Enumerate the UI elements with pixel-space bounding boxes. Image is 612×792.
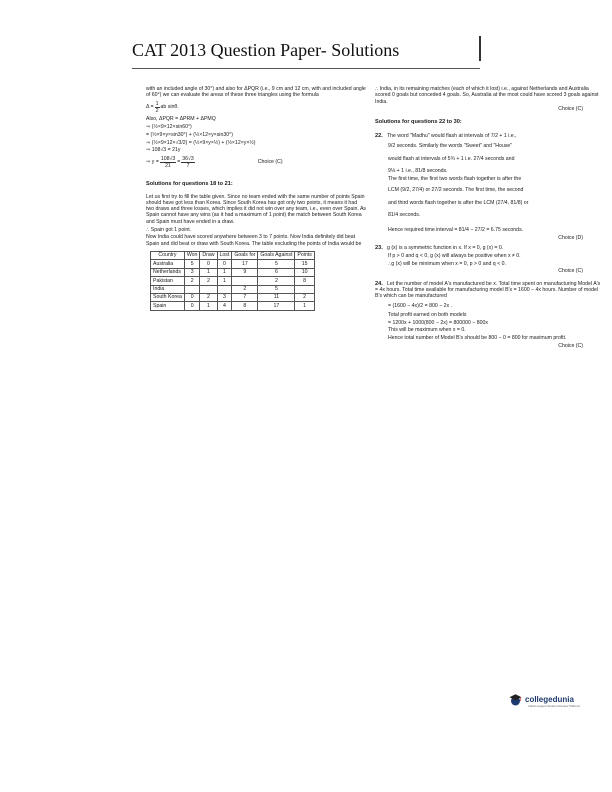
table-cell: 1 (200, 268, 217, 276)
formula-frac (155, 101, 160, 115)
equation-5 (146, 156, 366, 170)
q24-choice: Choice (C) (558, 343, 583, 350)
table-cell: 17 (232, 260, 258, 268)
table-row (151, 285, 315, 293)
table-header-cell: Points (295, 251, 314, 259)
q22-line-d: 9⅛ + 1 i.e., 81/8 seconds. (388, 167, 448, 174)
q24-line-c: Total profit earned on both models (388, 311, 467, 318)
table-cell: 2 (200, 293, 217, 301)
eq5-equals: = (177, 159, 181, 166)
table-cell: 4 (217, 302, 232, 310)
table-cell: 1 (200, 302, 217, 310)
q24-line-e: This will be maximum when x = 0. (388, 327, 466, 334)
q22-line-c: would flash at intervals of 5¾ + 1 i.e. 27/4 seconds and (388, 155, 515, 162)
table-cell: 0 (217, 260, 232, 268)
q22-number: 22. (375, 132, 383, 139)
q24-number: 24. (375, 280, 383, 287)
q23-choice: Choice (C) (558, 268, 583, 275)
table-cell: Spain (151, 302, 185, 310)
table-cell (184, 285, 200, 293)
solutions-22-30-heading: Solutions for questions 22 to 30: (375, 118, 462, 125)
eq5-frac-1 (160, 156, 176, 170)
spain-point-line: ∴ Spain got 1 point. (146, 226, 192, 233)
table-cell: South Korea (151, 293, 185, 301)
area-formula (146, 101, 366, 115)
india-paragraph: Now India could have scored anywhere between 3 to 7 points. Now India definitely did beat Spain and did beat or draw with South Korea. The table excluding the points of India would be (146, 234, 362, 247)
page-title: CAT 2013 Question Paper- Solutions (132, 40, 400, 60)
table-cell (295, 285, 314, 293)
eq5-num-1: 108√3 (160, 155, 176, 162)
q24-line-f: Hence total number of Model B's should be 800 − 0 = 800 for maximum profit. (388, 335, 567, 342)
table-cell: 2 (295, 293, 314, 301)
table-header-cell: Won (184, 251, 200, 259)
table-cell: 5 (258, 285, 295, 293)
q22-line-a (375, 133, 601, 139)
right-column (375, 86, 601, 351)
q23-number: 23. (375, 244, 383, 251)
q22-line-i: Hence required time interval = 81/4 − 27/2 = 6.75 seconds. (388, 226, 524, 233)
table-cell: 5 (184, 260, 200, 268)
solution-paragraph: Let us first try to fill the table given. Since no team ended with the same number of points Spain should have got less than Korea. Since South Korea has got only two points, it means it had two draws and three losses, which implies it did not win over any team, i.e., even over Spain. As Spain cannot have any wins (as it had a maximum of 1 point) the match between South Korea and Spain must have ended in a draw. (146, 193, 366, 225)
q24-line-d: = 1200x + 1000(800 − 2x) = 800000 − 800x (388, 319, 488, 326)
eq5-num-2: 36√3 (182, 155, 194, 162)
formula-den: 2 (155, 107, 159, 114)
page-header (0, 0, 612, 72)
table-cell: 3 (217, 293, 232, 301)
left-column (146, 86, 366, 311)
table-cell: Australia (151, 260, 185, 268)
table-cell (217, 285, 232, 293)
right-intro: ∴ India, in its remaining matches (each of which it lost) i.e., against Netherlands and Australia scored 0 goals but conceded 4 goals. So, Australia at the most could have scored 3 goals against India. (375, 86, 599, 105)
table-body (151, 260, 315, 310)
table-header-row (151, 251, 315, 259)
q22-line-b: 9/2 seconds. Similarly the words "Sweet" and "House" (388, 143, 513, 150)
table-cell: 2 (232, 285, 258, 293)
eq5-prefix: ⇒ y = (146, 159, 159, 166)
q24-line-a (375, 281, 601, 300)
table-header-cell: Country (151, 251, 185, 259)
table-header-cell: Goals Against (258, 251, 295, 259)
table-cell: 17 (258, 302, 295, 310)
table-header-cell: Goals for (232, 251, 258, 259)
eq5-den-2: 7 (186, 162, 190, 169)
table-cell: India (151, 285, 185, 293)
table-cell: 0 (200, 260, 217, 268)
formula-num: 1 (155, 100, 159, 107)
q23-line-b: If p > 0 and q < 0, g (x) will always be positive when x ≠ 0. (388, 252, 521, 259)
table-cell: 0 (184, 293, 200, 301)
solutions-18-21-heading: Solutions for questions 18 to 21: (146, 181, 233, 188)
q24-line-b: = (1600 − 4x)/2 = 800 − 2x . (388, 302, 453, 309)
table-cell: 1 (295, 302, 314, 310)
results-table (150, 251, 315, 311)
table-cell: Pakistan (151, 277, 185, 285)
table-cell: 15 (295, 260, 314, 268)
q22-line-h: 81/4 seconds. (388, 211, 421, 218)
table-row (151, 268, 315, 276)
logo-subtitle: India's largest Student Review Platform (528, 704, 581, 708)
formula-delta: Δ = (146, 104, 154, 111)
also-line: Also, ΔPQR = ΔPRM + ΔPMQ (146, 116, 216, 123)
table-cell (232, 277, 258, 285)
equation-1: ⇒ (½×9×12×sin60°) (146, 123, 192, 130)
q22-line-f: LCM (9/2, 27/4) or 27/2 seconds. The first time, the second (388, 186, 524, 193)
table-cell: 11 (258, 293, 295, 301)
left-intro: with an included angle of 30°) and also for ΔPQR (i.e., 9 cm and 12 cm, with and included angle of 60°) we can evaluate the areas of these three triangles using the formula (146, 86, 366, 99)
eq5-frac-2 (181, 156, 195, 170)
table-cell: 1 (217, 268, 232, 276)
table-row (151, 260, 315, 268)
table-header-cell: Lost (217, 251, 232, 259)
q22-line-e: The first time, the first two words flash together is after the (388, 175, 522, 182)
equation-3: ⇒ (½×9×12×√3/2) = (½×9×y×½) + (½×12×y×½) (146, 139, 256, 146)
table-cell: 10 (295, 268, 314, 276)
table-cell: Netherlands (151, 268, 185, 276)
table-row (151, 277, 315, 285)
graduation-cap-icon (508, 692, 523, 707)
table-cell: 9 (232, 268, 258, 276)
eq5-choice: Choice (C) (257, 159, 283, 166)
table-header-cell: Draw (200, 251, 217, 259)
table-cell: 6 (258, 268, 295, 276)
q22-a-text: The word "Madhu" would flash at intervals of 7/2 + 1 i.e., (387, 132, 517, 139)
logo-text: collegedunia (525, 695, 574, 704)
header-underline (132, 68, 480, 69)
right-intro-choice: Choice (C) (558, 106, 583, 113)
table-cell: 8 (232, 302, 258, 310)
table-cell: 3 (184, 268, 200, 276)
q22-choice: Choice (D) (558, 234, 583, 241)
table-cell (200, 285, 217, 293)
table-cell: 2 (258, 277, 295, 285)
table-cell: 2 (184, 277, 200, 285)
q23-a-text: g (x) is a symmetric function in x. If x = 0, g (x) = 0. (387, 244, 504, 251)
eq5-den-1: 21 (165, 162, 171, 169)
q23-line-c: ∴g (x) will be minimum when x = 0, p > 0 and q < 0. (388, 260, 506, 267)
table-cell: 2 (200, 277, 217, 285)
equation-2: = (½×9×y×sin30°) + (½×12×y×sin30°) (146, 131, 233, 138)
table-cell: 7 (232, 293, 258, 301)
table-cell: 5 (258, 260, 295, 268)
table-cell: 8 (295, 277, 314, 285)
table-row (151, 302, 315, 310)
table-cell: 0 (184, 302, 200, 310)
equation-4: ⇒ 108√3 = 21y (146, 147, 181, 154)
formula-tail: ab sinθ. (160, 104, 179, 111)
header-divider (479, 36, 481, 61)
q24-a-text: Let the number of model A's manufactured be x. Total time spent on manufacturing Model A's = 4x hours. Total time available for manufacturing model B's = 1600 − 4x hours. Number of model B's which can be manufactured (375, 280, 601, 300)
q22-line-g: and third words flash together is after the LCM (27/4, 81/8) or (388, 200, 529, 207)
q23-line-a (375, 245, 601, 251)
table-row (151, 293, 315, 301)
table-cell: 1 (217, 277, 232, 285)
